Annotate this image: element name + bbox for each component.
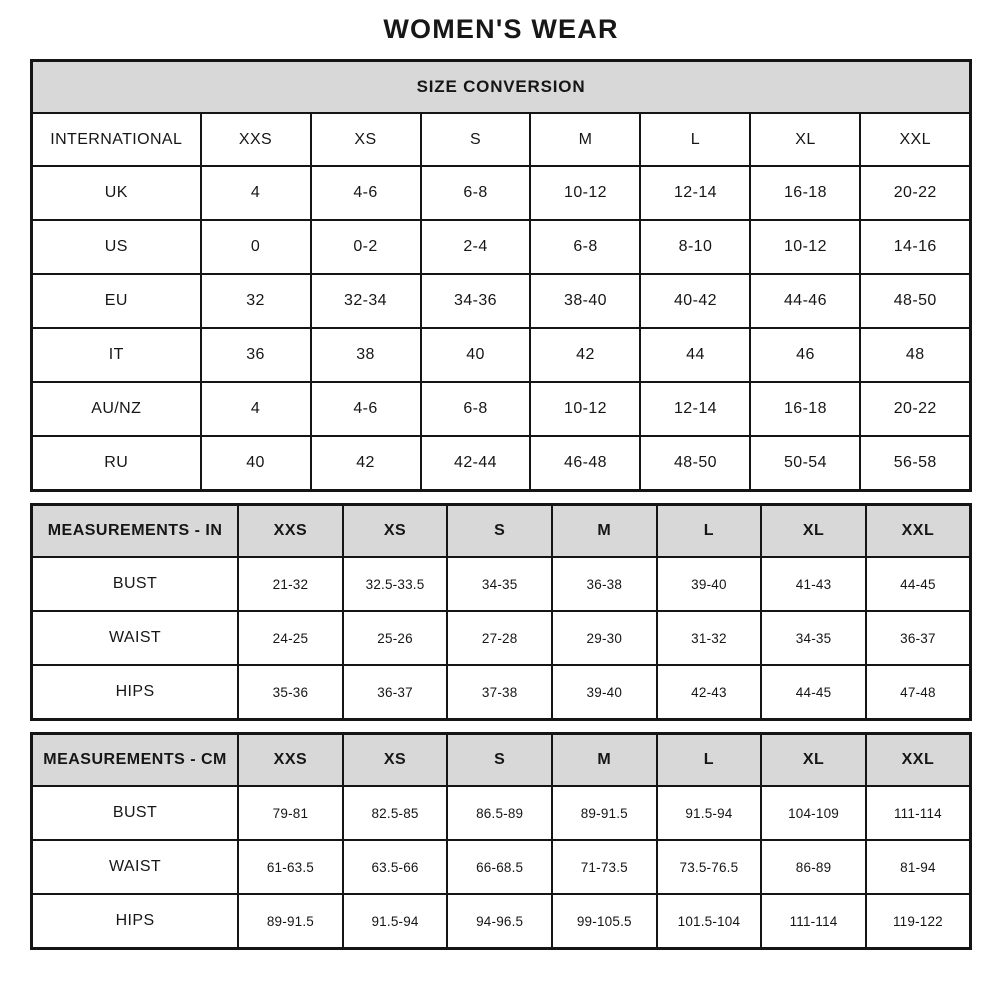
- measurement-value: 47-48: [866, 665, 971, 720]
- size-value: 38: [311, 328, 421, 382]
- page-title: WOMEN'S WEAR: [383, 14, 619, 44]
- size-value: 0-2: [311, 220, 421, 274]
- size-value: 10-12: [530, 382, 640, 436]
- size-value: 14-16: [860, 220, 970, 274]
- size-conversion-row: [32, 436, 971, 491]
- size-value: 40: [201, 436, 311, 491]
- size-conversion-title: SIZE CONVERSION: [32, 61, 971, 114]
- measurements-cm-header-row: [32, 734, 971, 787]
- size-value: 6-8: [421, 382, 531, 436]
- size-value: 34-36: [421, 274, 531, 328]
- column-header-size: XL: [750, 113, 860, 166]
- size-value: 40-42: [640, 274, 750, 328]
- measurement-value: 34-35: [447, 557, 552, 611]
- measurement-value: 63.5-66: [343, 840, 448, 894]
- column-header-size: M: [552, 734, 657, 787]
- measurement-value: 89-91.5: [552, 786, 657, 840]
- region-label: EU: [32, 274, 201, 328]
- measurement-value: 39-40: [657, 557, 762, 611]
- size-value: 16-18: [750, 382, 860, 436]
- size-value: 46-48: [530, 436, 640, 491]
- measurement-value: 79-81: [238, 786, 343, 840]
- measurement-value: 119-122: [866, 894, 971, 949]
- column-header-size: XXS: [201, 113, 311, 166]
- measurement-value: 101.5-104: [657, 894, 762, 949]
- measurement-value: 27-28: [447, 611, 552, 665]
- column-header-size: XL: [761, 734, 866, 787]
- measurement-value: 36-38: [552, 557, 657, 611]
- region-label: IT: [32, 328, 201, 382]
- column-header-size: XXL: [866, 734, 971, 787]
- measurement-value: 91.5-94: [657, 786, 762, 840]
- size-conversion-row: [32, 328, 971, 382]
- size-value: 48-50: [860, 274, 970, 328]
- measurement-value: 37-38: [447, 665, 552, 720]
- measurement-label: WAIST: [32, 611, 239, 665]
- measurement-label: HIPS: [32, 894, 239, 949]
- size-value: 56-58: [860, 436, 970, 491]
- size-conversion-header-row: [32, 113, 971, 166]
- measurement-value: 35-36: [238, 665, 343, 720]
- size-value: 32-34: [311, 274, 421, 328]
- measurement-value: 86.5-89: [447, 786, 552, 840]
- size-value: 50-54: [750, 436, 860, 491]
- size-value: 0: [201, 220, 311, 274]
- size-value: 6-8: [421, 166, 531, 220]
- column-header-size: M: [530, 113, 640, 166]
- size-value: 6-8: [530, 220, 640, 274]
- measurement-value: 104-109: [761, 786, 866, 840]
- region-label: AU/NZ: [32, 382, 201, 436]
- measurement-value: 36-37: [343, 665, 448, 720]
- measurement-value: 25-26: [343, 611, 448, 665]
- measurement-value: 41-43: [761, 557, 866, 611]
- size-conversion-row: [32, 220, 971, 274]
- region-label: US: [32, 220, 201, 274]
- measurement-label: BUST: [32, 557, 239, 611]
- column-header-size: S: [447, 505, 552, 558]
- measurement-value: 31-32: [657, 611, 762, 665]
- measurement-row: [32, 557, 971, 611]
- column-header-size: XL: [761, 505, 866, 558]
- measurement-value: 32.5-33.5: [343, 557, 448, 611]
- measurement-value: 34-35: [761, 611, 866, 665]
- size-value: 32: [201, 274, 311, 328]
- column-header-size: M: [552, 505, 657, 558]
- measurement-value: 89-91.5: [238, 894, 343, 949]
- column-header-size: S: [421, 113, 531, 166]
- measurements-in-header-row: [32, 505, 971, 558]
- size-value: 48-50: [640, 436, 750, 491]
- measurement-value: 24-25: [238, 611, 343, 665]
- size-value: 12-14: [640, 382, 750, 436]
- measurement-value: 44-45: [761, 665, 866, 720]
- measurement-value: 94-96.5: [447, 894, 552, 949]
- measurement-value: 86-89: [761, 840, 866, 894]
- size-value: 46: [750, 328, 860, 382]
- column-header-size: XXL: [860, 113, 970, 166]
- size-value: 4-6: [311, 382, 421, 436]
- size-value: 8-10: [640, 220, 750, 274]
- size-value: 44: [640, 328, 750, 382]
- column-header-size: L: [657, 505, 762, 558]
- size-value: 12-14: [640, 166, 750, 220]
- region-label: UK: [32, 166, 201, 220]
- measurement-value: 42-43: [657, 665, 762, 720]
- size-value: 10-12: [530, 166, 640, 220]
- measurement-value: 29-30: [552, 611, 657, 665]
- measurement-value: 36-37: [866, 611, 971, 665]
- column-header-size: L: [640, 113, 750, 166]
- measurement-row: [32, 894, 971, 949]
- measurement-row: [32, 611, 971, 665]
- size-value: 42: [311, 436, 421, 491]
- size-value: 4-6: [311, 166, 421, 220]
- size-value: 16-18: [750, 166, 860, 220]
- measurement-value: 111-114: [761, 894, 866, 949]
- column-header-size: XS: [343, 505, 448, 558]
- measurement-value: 111-114: [866, 786, 971, 840]
- measurements-title: MEASUREMENTS - IN: [32, 505, 239, 558]
- measurement-value: 91.5-94: [343, 894, 448, 949]
- column-header-size: S: [447, 734, 552, 787]
- size-conversion-row: [32, 274, 971, 328]
- size-conversion-banner-row: [32, 61, 971, 114]
- region-label: RU: [32, 436, 201, 491]
- measurement-row: [32, 665, 971, 720]
- measurement-label: WAIST: [32, 840, 239, 894]
- measurement-label: HIPS: [32, 665, 239, 720]
- size-value: 40: [421, 328, 531, 382]
- column-header-international: INTERNATIONAL: [32, 113, 201, 166]
- measurement-value: 61-63.5: [238, 840, 343, 894]
- measurements-in-table: [30, 503, 972, 721]
- size-value: 42: [530, 328, 640, 382]
- size-value: 10-12: [750, 220, 860, 274]
- size-value: 4: [201, 166, 311, 220]
- measurement-row: [32, 840, 971, 894]
- column-header-size: XXL: [866, 505, 971, 558]
- measurement-value: 21-32: [238, 557, 343, 611]
- size-value: 42-44: [421, 436, 531, 491]
- measurements-cm-table: [30, 732, 972, 950]
- size-conversion-table: [30, 59, 972, 492]
- column-header-size: XXS: [238, 505, 343, 558]
- measurement-value: 66-68.5: [447, 840, 552, 894]
- column-header-size: XS: [311, 113, 421, 166]
- size-value: 20-22: [860, 166, 970, 220]
- size-conversion-row: [32, 166, 971, 220]
- column-header-size: XXS: [238, 734, 343, 787]
- size-value: 2-4: [421, 220, 531, 274]
- size-value: 38-40: [530, 274, 640, 328]
- size-value: 36: [201, 328, 311, 382]
- size-conversion-row: [32, 382, 971, 436]
- measurement-row: [32, 786, 971, 840]
- column-header-size: L: [657, 734, 762, 787]
- size-value: 20-22: [860, 382, 970, 436]
- measurements-title: MEASUREMENTS - CM: [32, 734, 239, 787]
- measurement-value: 39-40: [552, 665, 657, 720]
- measurement-value: 99-105.5: [552, 894, 657, 949]
- column-header-size: XS: [343, 734, 448, 787]
- measurement-value: 73.5-76.5: [657, 840, 762, 894]
- size-value: 4: [201, 382, 311, 436]
- measurement-value: 44-45: [866, 557, 971, 611]
- measurement-value: 82.5-85: [343, 786, 448, 840]
- size-value: 44-46: [750, 274, 860, 328]
- size-value: 48: [860, 328, 970, 382]
- measurement-value: 71-73.5: [552, 840, 657, 894]
- measurement-label: BUST: [32, 786, 239, 840]
- measurement-value: 81-94: [866, 840, 971, 894]
